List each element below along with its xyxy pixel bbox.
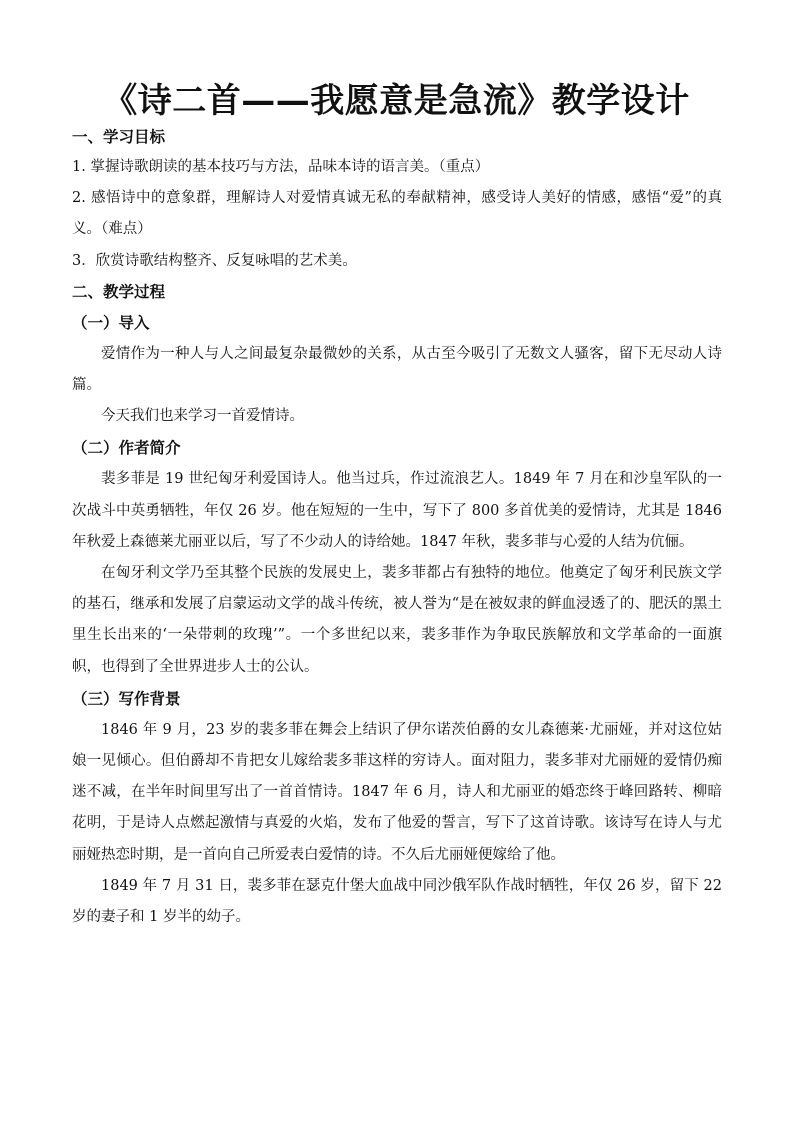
section-heading: 二、教学过程	[72, 282, 166, 301]
subsection-introduction	[72, 307, 722, 433]
paragraph: 裴多菲是 19 世纪匈牙利爱国诗人。他当过兵，作过流浪艺人。1849 年 7 月在和沙皇军队的一次战斗中英勇牺牲，年仅 26 岁。他在短短的一生中，写下了 800 多首优美的爱情诗，尤其是 1846 年秋爱上森德莱尤丽亚以后，写了不少动人的诗给她。1847 年秋，裴多菲与心爱的人结为伉俪。	[72, 471, 722, 550]
subsection-author-profile	[72, 432, 722, 682]
section-heading: 一、学习目标	[72, 128, 166, 146]
objective-item: 3．欣赏诗歌结构整齐、反复咏唱的艺术美。	[72, 252, 357, 269]
subsection-heading: （二）作者简介	[72, 439, 181, 458]
paragraph: 今天我们也来学习一首爱情诗。	[101, 408, 304, 425]
subsection-writing-background	[72, 683, 722, 933]
objective-item: 1. 掌握诗歌朗读的基本技巧与方法，品味本诗的语言美。（重点）	[72, 159, 490, 175]
section-teaching-process	[72, 277, 722, 933]
objective-item: 2. 感悟诗中的意象群，理解诗人对爱情真诚无私的奉献精神，感受诗人美好的情感，感悟“爱”的真义。（难点）	[72, 190, 722, 238]
subsection-heading: （三）写作背景	[72, 689, 181, 708]
paragraph: 爱情作为一种人与人之间最复杂最微妙的关系，从古至今吸引了无数文人骚客，留下无尽动人诗篇。	[72, 345, 722, 394]
paragraph: 1846 年 9 月，23 岁的裴多菲在舞会上结识了伊尔诺茨伯爵的女儿森德莱·尤丽娅，并对这位姑娘一见倾心。但伯爵却不肯把女儿嫁给裴多菲这样的穷诗人。面对阻力，裴多菲对尤丽娅的爱情仍痴迷不减，在半年时间里写出了一首首情诗。1847 年 6 月，诗人和尤丽亚的婚恋终于峰回路转、柳暗花明，于是诗人点燃起激情与真爱的火焰，发布了他爱的誓言，写下了这首诗歌。该诗写在诗人与尤丽娅热恋时期，是一首向自己所爱表白爱情的诗。不久后尤丽娅便嫁给了他。	[72, 721, 722, 863]
paragraph: 1849 年 7 月 31 日，裴多菲在瑟克什堡大血战中同沙俄军队作战时牺牲，年仅 26 岁，留下 22 岁的妻子和 1 岁半的幼子。	[72, 877, 722, 926]
subsection-heading: （一）导入	[72, 313, 150, 332]
document-title: 《诗二首——我愿意是急流》教学设计	[103, 81, 690, 121]
section-learning-objectives	[72, 122, 722, 277]
paragraph: 在匈牙利文学乃至其整个民族的发展史上，裴多菲都占有独特的地位。他奠定了匈牙利民族文学的基石，继承和发展了启蒙运动文学的战斗传统，被人誉为“是在被奴隶的鲜血浸透了的、肥沃的黑土里生长出来的‘一朵带刺的玫瑰’”。一个多世纪以来，裴多菲作为争取民族解放和文学革命的一面旗帜，也得到了全世界进步人士的公认。	[72, 565, 722, 675]
document-body	[72, 122, 722, 933]
